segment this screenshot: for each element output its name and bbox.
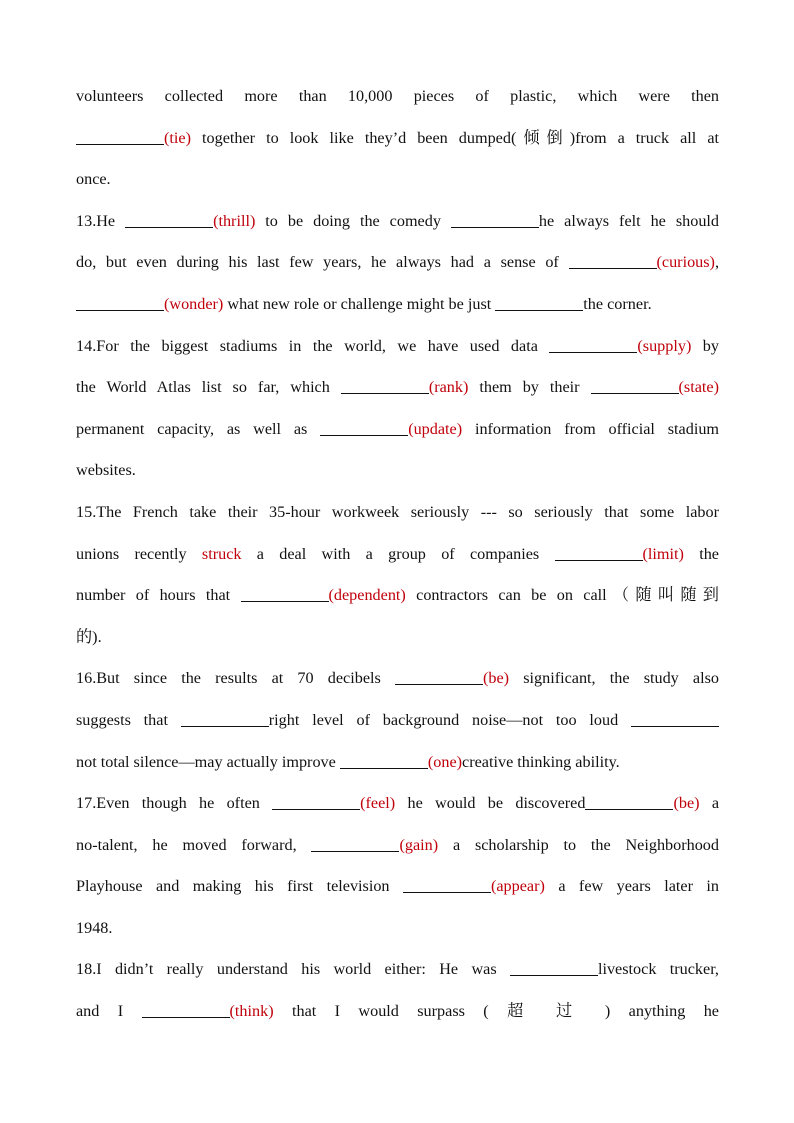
- text-segment: that I would surpass ( 超 过 ) anything he: [273, 1002, 719, 1021]
- text-segment: creative thinking ability.: [462, 752, 620, 771]
- text-segment: right level of background noise—not too loud: [268, 710, 632, 729]
- answer-blank: [395, 669, 483, 685]
- answer-blank: [403, 877, 491, 893]
- text-segment: once.: [76, 170, 111, 189]
- text-line: [76, 949, 719, 991]
- text-segment: he would be discovered: [395, 794, 586, 813]
- text-segment: 17.Even though he often: [76, 794, 273, 813]
- hint-word: (feel): [360, 794, 396, 813]
- text-segment: no-talent, he moved forward,: [76, 835, 312, 854]
- text-segment: a scholarship to the Neighborhood: [438, 835, 719, 854]
- hint-word: (be): [673, 794, 700, 813]
- text-line: [76, 242, 719, 284]
- text-segment: 15.The French take their 35-hour workweek seriously --- so seriously that some labor: [76, 502, 719, 521]
- text-segment: what new role or challenge might be just: [223, 294, 496, 313]
- text-segment: do, but even during his last few years, he always had a sense of: [76, 253, 569, 272]
- text-line: [76, 658, 719, 700]
- hint-word: (update): [408, 419, 463, 438]
- text-segment: websites.: [76, 461, 136, 480]
- text-line: [76, 492, 719, 534]
- text-line: [76, 284, 719, 326]
- text-segment: Playhouse and making his first television: [76, 877, 403, 896]
- text-line: [76, 118, 719, 160]
- text-segment: he always felt he should: [538, 211, 719, 230]
- hint-word: (dependent): [328, 586, 406, 605]
- hint-word: (wonder): [164, 294, 224, 313]
- text-segment: unions recently: [76, 544, 202, 563]
- answer-blank: [181, 711, 269, 727]
- text-segment: a: [699, 794, 719, 813]
- answer-blank: [451, 212, 539, 228]
- text-segment: the: [683, 544, 719, 563]
- text-segment: the corner.: [583, 294, 652, 313]
- text-segment: information from official stadium: [462, 419, 720, 438]
- text-segment: ,: [714, 253, 719, 272]
- text-segment: 1948.: [76, 918, 113, 937]
- text-segment: livestock trucker,: [597, 960, 719, 979]
- text-line: [76, 908, 719, 950]
- text-segment: to be doing the comedy: [255, 211, 451, 230]
- text-segment: number of hours that: [76, 586, 241, 605]
- hint-word: (rank): [428, 378, 469, 397]
- text-segment: permanent capacity, as well as: [76, 419, 321, 438]
- answer-blank: [241, 586, 329, 602]
- answer-blank: [341, 378, 429, 394]
- text-segment: contractors can be on call（随叫随到: [405, 586, 719, 605]
- text-segment: the World Atlas list so far, which: [76, 378, 341, 397]
- text-segment: not total silence—may actually improve: [76, 752, 340, 771]
- hint-word: (tie): [164, 128, 191, 147]
- text-segment: them by their: [468, 378, 591, 397]
- answer-blank: [76, 129, 164, 145]
- answer-blank: [76, 295, 164, 311]
- answer-blank: [585, 794, 673, 810]
- text-segment: 14.For the biggest stadiums in the world, we have used data: [76, 336, 550, 355]
- text-line: [76, 575, 719, 617]
- answer-blank: [549, 337, 637, 353]
- hint-word: (be): [482, 669, 510, 688]
- text-segment: volunteers collected more than 10,000 pieces of plastic, which were then: [76, 87, 719, 105]
- exercise-page: [76, 76, 719, 1033]
- hint-word: (state): [678, 378, 719, 397]
- hint-word: (one): [427, 752, 463, 771]
- hint-word: (limit): [642, 544, 684, 563]
- hint-word: (supply): [637, 336, 692, 355]
- text-segment: significant, the study also: [509, 669, 720, 688]
- text-line: [76, 326, 719, 368]
- text-line: [76, 825, 719, 867]
- answer-blank: [510, 960, 598, 976]
- text-line: [76, 783, 719, 825]
- answer-blank: [125, 212, 213, 228]
- text-line: [76, 409, 719, 451]
- answer-blank: [142, 1002, 230, 1018]
- answer-blank: [495, 295, 583, 311]
- text-line: [76, 700, 719, 742]
- text-segment: together to look like they’d been dumped(倾倒)from a truck all at: [190, 128, 719, 147]
- text-segment: 的).: [76, 627, 102, 646]
- text-segment: and I: [76, 1002, 142, 1021]
- text-line: [76, 201, 719, 243]
- answer-blank: [591, 378, 679, 394]
- text-line: [76, 450, 719, 492]
- hint-word: (think): [229, 1002, 274, 1021]
- text-line: [76, 991, 719, 1033]
- hint-word: (thrill): [213, 211, 256, 230]
- text-segment: by: [691, 336, 719, 355]
- text-line: [76, 617, 719, 659]
- text-line: [76, 742, 719, 784]
- text-segment: 16.But since the results at 70 decibels: [76, 669, 395, 688]
- hint-word: (gain): [399, 835, 439, 854]
- text-segment: a deal with a group of companies: [241, 544, 555, 563]
- answer-blank: [320, 420, 408, 436]
- text-line: [76, 76, 719, 118]
- text-line: [76, 866, 719, 908]
- answer-blank: [555, 545, 643, 561]
- hint-word: (appear): [490, 877, 545, 896]
- answer-blank: [311, 836, 399, 852]
- text-line: [76, 367, 719, 409]
- text-segment: a few years later in: [544, 877, 719, 896]
- answer-blank: [569, 253, 657, 269]
- text-line: [76, 534, 719, 576]
- text-segment: 13.He: [76, 211, 126, 230]
- answer-blank: [631, 711, 719, 727]
- hint-word: (curious): [656, 253, 715, 272]
- hint-word: struck: [201, 544, 242, 563]
- answer-blank: [340, 753, 428, 769]
- text-segment: suggests that: [76, 710, 181, 729]
- text-segment: 18.I didn’t really understand his world either: He was: [76, 960, 510, 979]
- text-line: [76, 159, 719, 201]
- answer-blank: [272, 794, 360, 810]
